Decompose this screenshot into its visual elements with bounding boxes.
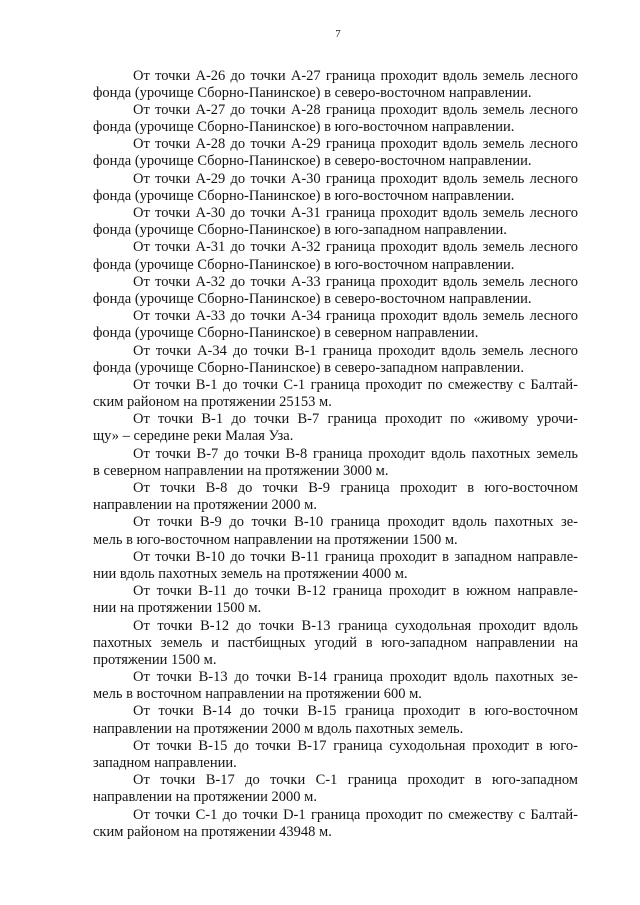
text-line: От точки В-15 до точки В-17 граница суходольная проходит в юго- bbox=[133, 737, 578, 754]
text-line: От точки А-26 до точки А-27 граница проходит вдоль земель лесного bbox=[133, 67, 578, 84]
text-line: протяжении 1500 м. bbox=[93, 651, 217, 668]
paragraph bbox=[93, 171, 578, 205]
text-line: мель в юго-восточном направлении на протяжении 1500 м. bbox=[93, 531, 458, 548]
text-line: От точки В-1 до точки В-7 граница проходит по «живому урочи- bbox=[133, 411, 578, 428]
text-line: фонда (урочище Сборно-Панинское) в северном направлении. bbox=[93, 325, 479, 342]
text-line: фонда (урочище Сборно-Панинское) в северо-западном направлении. bbox=[93, 359, 524, 376]
paragraph bbox=[93, 343, 578, 377]
paragraph bbox=[93, 274, 578, 308]
text-line: От точки А-31 до точки А-32 граница проходит вдоль земель лесного bbox=[133, 239, 578, 256]
text-line: направлении на протяжении 2000 м вдоль пахотных земель. bbox=[93, 720, 464, 737]
text-line: От точки В-7 до точки В-8 граница проходит вдоль пахотных земель bbox=[133, 445, 578, 462]
text-line: От точки В-10 до точки В-11 граница проходит в западном направле- bbox=[133, 548, 578, 565]
text-line: в северном направлении на протяжении 3000 м. bbox=[93, 462, 389, 479]
text-line: фонда (урочище Сборно-Панинское) в юго-восточном направлении. bbox=[93, 256, 515, 273]
paragraph bbox=[93, 308, 578, 342]
text-line: фонда (урочище Сборно-Панинское) в юго-восточном направлении. bbox=[93, 119, 515, 136]
text-line: От точки В-8 до точки В-9 граница проходит в юго-восточном bbox=[133, 480, 578, 496]
paragraph bbox=[93, 807, 578, 841]
text-line: щу» – середине реки Малая Уза. bbox=[93, 428, 294, 445]
text-line: От точки С-1 до точки D-1 граница проходит по смежеству с Балтай- bbox=[133, 806, 578, 823]
paragraph bbox=[93, 549, 578, 583]
paragraph bbox=[93, 480, 578, 514]
text-line: направлении на протяжении 2000 м. bbox=[93, 789, 317, 806]
text-line: От точки А-34 до точки В-1 граница проходит вдоль земель лесного bbox=[133, 342, 578, 359]
paragraph bbox=[93, 618, 578, 670]
paragraph bbox=[93, 68, 578, 102]
paragraph bbox=[93, 738, 578, 772]
paragraph bbox=[93, 446, 578, 480]
text-line: фонда (урочище Сборно-Панинское) в северо-восточном направлении. bbox=[93, 290, 532, 307]
paragraph bbox=[93, 136, 578, 170]
paragraph bbox=[93, 669, 578, 703]
paragraph bbox=[93, 102, 578, 136]
text-line: ским районом на протяжении 43948 м. bbox=[93, 823, 332, 840]
page-number: 7 bbox=[335, 28, 341, 40]
text-line: мель в восточном направлении на протяжении 600 м. bbox=[93, 686, 422, 703]
text-line: От точки А-28 до точки А-29 граница проходит вдоль земель лесного bbox=[133, 136, 578, 153]
text-line: направлении на протяжении 2000 м. bbox=[93, 497, 317, 514]
document-body bbox=[93, 68, 578, 841]
text-line: пахотных земель и пастбищных угодий в юго-западном направлении на bbox=[93, 634, 578, 651]
paragraph bbox=[93, 239, 578, 273]
text-line: От точки В-9 до точки В-10 граница проходит вдоль пахотных зе- bbox=[133, 514, 578, 531]
text-line: От точки А-33 до точки А-34 граница проходит вдоль земель лесного bbox=[133, 308, 578, 325]
text-line: фонда (урочище Сборно-Панинское) в юго-восточном направлении. bbox=[93, 187, 515, 204]
paragraph bbox=[93, 583, 578, 617]
paragraph bbox=[93, 514, 578, 548]
text-line: От точки А-32 до точки А-33 граница проходит вдоль земель лесного bbox=[133, 273, 578, 290]
text-line: От точки А-29 до точки А-30 граница проходит вдоль земель лесного bbox=[133, 170, 578, 187]
text-line: западном направлении. bbox=[93, 755, 237, 771]
text-line: От точки В-14 до точки В-15 граница проходит в юго-восточном bbox=[133, 703, 578, 720]
paragraph bbox=[93, 703, 578, 737]
text-line: От точки В-17 до точки С-1 граница проходит в юго-западном bbox=[133, 772, 578, 789]
text-line: нии вдоль пахотных земель на протяжении 4000 м. bbox=[93, 565, 408, 582]
text-line: фонда (урочище Сборно-Панинское) в юго-западном направлении. bbox=[93, 222, 507, 239]
text-line: фонда (урочище Сборно-Панинское) в северо-восточном направлении. bbox=[93, 153, 532, 170]
text-line: От точки В-13 до точки В-14 граница проходит вдоль пахотных зе- bbox=[133, 669, 578, 686]
paragraph bbox=[93, 377, 578, 411]
text-line: нии на протяжении 1500 м. bbox=[93, 600, 262, 617]
paragraph bbox=[93, 411, 578, 445]
text-line: От точки А-27 до точки А-28 граница проходит вдоль земель лесного bbox=[133, 101, 578, 118]
text-line: От точки В-1 до точки С-1 граница проходит по смежеству с Балтай- bbox=[133, 376, 578, 393]
paragraph bbox=[93, 772, 578, 806]
text-line: ским районом на протяжении 25153 м. bbox=[93, 394, 332, 411]
text-line: От точки В-12 до точки В-13 граница суходольная проходит вдоль bbox=[133, 617, 578, 634]
text-line: От точки В-11 до точки В-12 граница проходит в южном направле- bbox=[133, 583, 578, 600]
paragraph bbox=[93, 205, 578, 239]
text-line: фонда (урочище Сборно-Панинское) в северо-восточном направлении. bbox=[93, 84, 532, 101]
text-line: От точки А-30 до точки А-31 граница проходит вдоль земель лесного bbox=[133, 205, 578, 221]
